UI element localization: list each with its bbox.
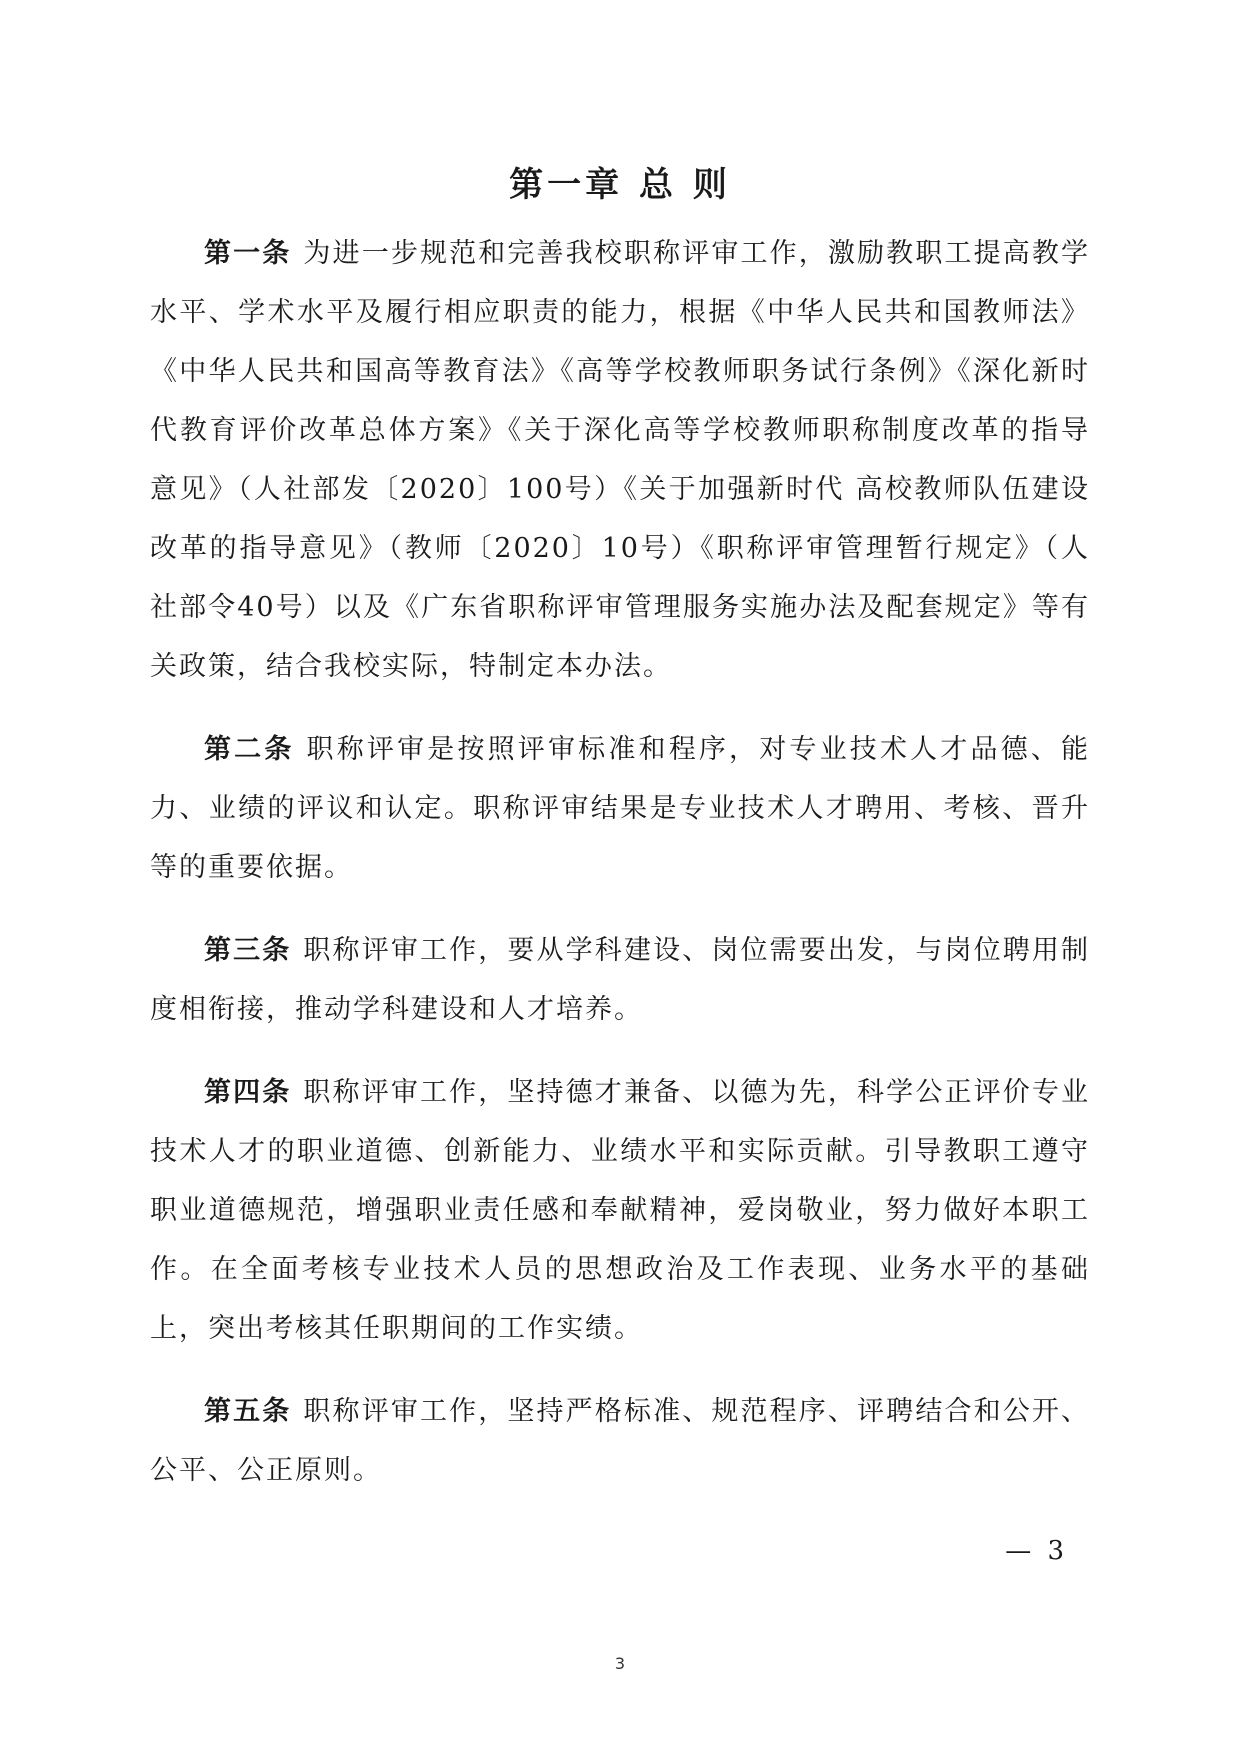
- article-text: 职称评审工作，坚持严格标准、规范程序、评聘结合和公开、公平、公正原则。: [150, 1396, 1091, 1486]
- chapter-title: 第一章 总 则: [509, 165, 731, 205]
- article-text: 为进一步规范和完善我校职称评审工作，激励教职工提高教学水平、学术水平及履行相应职责的能力，根据《中华人民共和国教师法》《中华人民共和国高等教育法》《高等学校教师职务试行条例》《深化新时代教育评价改革总体方案》《关于深化高等学校教师职称制度改革的指导意见》（人社部发〔2020〕100号）《关于加强新时代 高校教师队伍建设改革的指导意见》（教师〔2020〕10号）《职称评审管理暂行规定》（人社部令40号）以及《广东省职称评审管理服务实施办法及配套规定》等有关政策，结合我校实际，特制定本办法。: [150, 238, 1091, 682]
- article-2: [150, 720, 1090, 897]
- article-label: 第二条: [204, 734, 295, 765]
- article-3: [150, 921, 1090, 1039]
- article-5: [150, 1382, 1090, 1500]
- article-label: 第五条: [204, 1396, 292, 1427]
- article-label: 第四条: [204, 1077, 292, 1108]
- page-marker: — 3: [1005, 1536, 1068, 1566]
- footer-page-number: 3: [614, 1654, 626, 1673]
- article-1: [150, 224, 1090, 696]
- article-label: 第三条: [204, 935, 292, 966]
- article-text: 职称评审工作，坚持德才兼备、以德为先，科学公正评价专业技术人才的职业道德、创新能力、业绩水平和实际贡献。引导教职工遵守职业道德规范，增强职业责任感和奉献精神，爱岗敬业，努力做好本职工作。在全面考核专业技术人员的思想政治及工作表现、业务水平的基础上，突出考核其任职期间的工作实绩。: [150, 1077, 1091, 1344]
- article-text: 职称评审是按照评审标准和程序，对专业技术人才品德、能力、业绩的评议和认定。职称评审结果是专业技术人才聘用、考核、晋升等的重要依据。: [150, 734, 1091, 883]
- article-text: 职称评审工作，要从学科建设、岗位需要出发，与岗位聘用制度相衔接，推动学科建设和人才培养。: [150, 935, 1091, 1025]
- article-4: [150, 1063, 1090, 1358]
- document-page: [150, 150, 1090, 1524]
- article-label: 第一条: [204, 238, 292, 269]
